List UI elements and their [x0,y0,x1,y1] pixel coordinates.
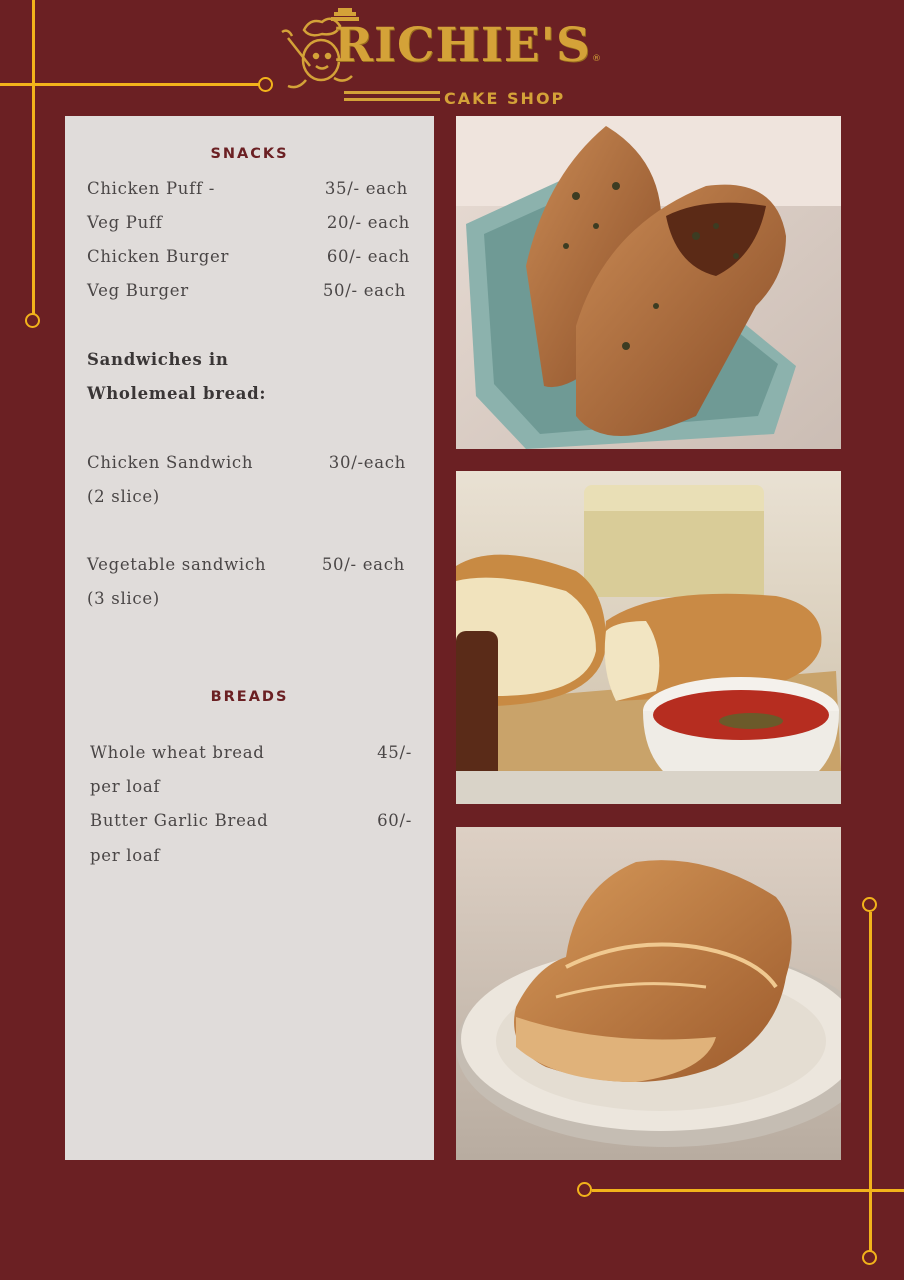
sandwiches-heading-2: Wholemeal bread: [87,384,267,403]
snack-item-price: 60/- each [326,247,410,266]
bread-item-name: Whole wheat bread [90,743,265,762]
sandwich-item-price: 50/- each [321,555,405,574]
logo-underline-1 [344,91,440,94]
sandwich-item-name: Vegetable sandwich [87,555,267,574]
snacks-title: SNACKS [210,146,289,162]
deco-ring-bottom-left [577,1182,592,1197]
sandwich-item-name: Chicken Sandwich [87,453,254,472]
logo-underline-2 [344,98,440,101]
bread-item-detail: per loaf [90,846,161,865]
snack-item-name: Chicken Puff - [87,179,215,198]
snack-item-name: Veg Burger [87,281,189,300]
breads-title: BREADS [210,689,289,705]
deco-ring-bottom-end [862,1250,877,1265]
sandwiches-heading: Sandwiches in [87,350,229,369]
deco-line-bottom-vertical [869,912,872,1252]
deco-ring-top-bottom [25,313,40,328]
brand-subtitle: CAKE SHOP [444,89,566,108]
bread-item-price: 60/- [377,811,412,830]
deco-ring-top-right [258,77,273,92]
snack-item-name: Chicken Burger [87,247,230,266]
sandwich-item-price: 30/-each [328,453,406,472]
snack-item-price: 50/- each [322,281,406,300]
deco-line-bottom-horizontal [592,1189,904,1192]
snack-item-price: 35/- each [324,179,408,198]
sandwich-item-detail: (3 slice) [87,589,160,608]
photo-garlic-bread [456,471,841,804]
deco-line-top-horizontal [0,83,260,86]
deco-ring-bottom-top [862,897,877,912]
photo-puff-pastries [456,116,841,449]
sandwich-item-detail: (2 slice) [87,487,160,506]
registered-mark: ® [592,54,601,64]
bread-item-detail: per loaf [90,777,161,796]
snack-item-price: 20/- each [326,213,410,232]
photo-puff-pastry-plate [456,827,841,1160]
bread-item-price: 45/- [377,743,412,762]
menu-panel [65,116,434,1160]
snack-item-name: Veg Puff [87,213,163,232]
brand-logo [276,8,606,112]
deco-line-top-vertical [32,0,35,314]
bread-item-name: Butter Garlic Bread [90,811,269,830]
brand-name: RICHIE'S [334,18,591,73]
